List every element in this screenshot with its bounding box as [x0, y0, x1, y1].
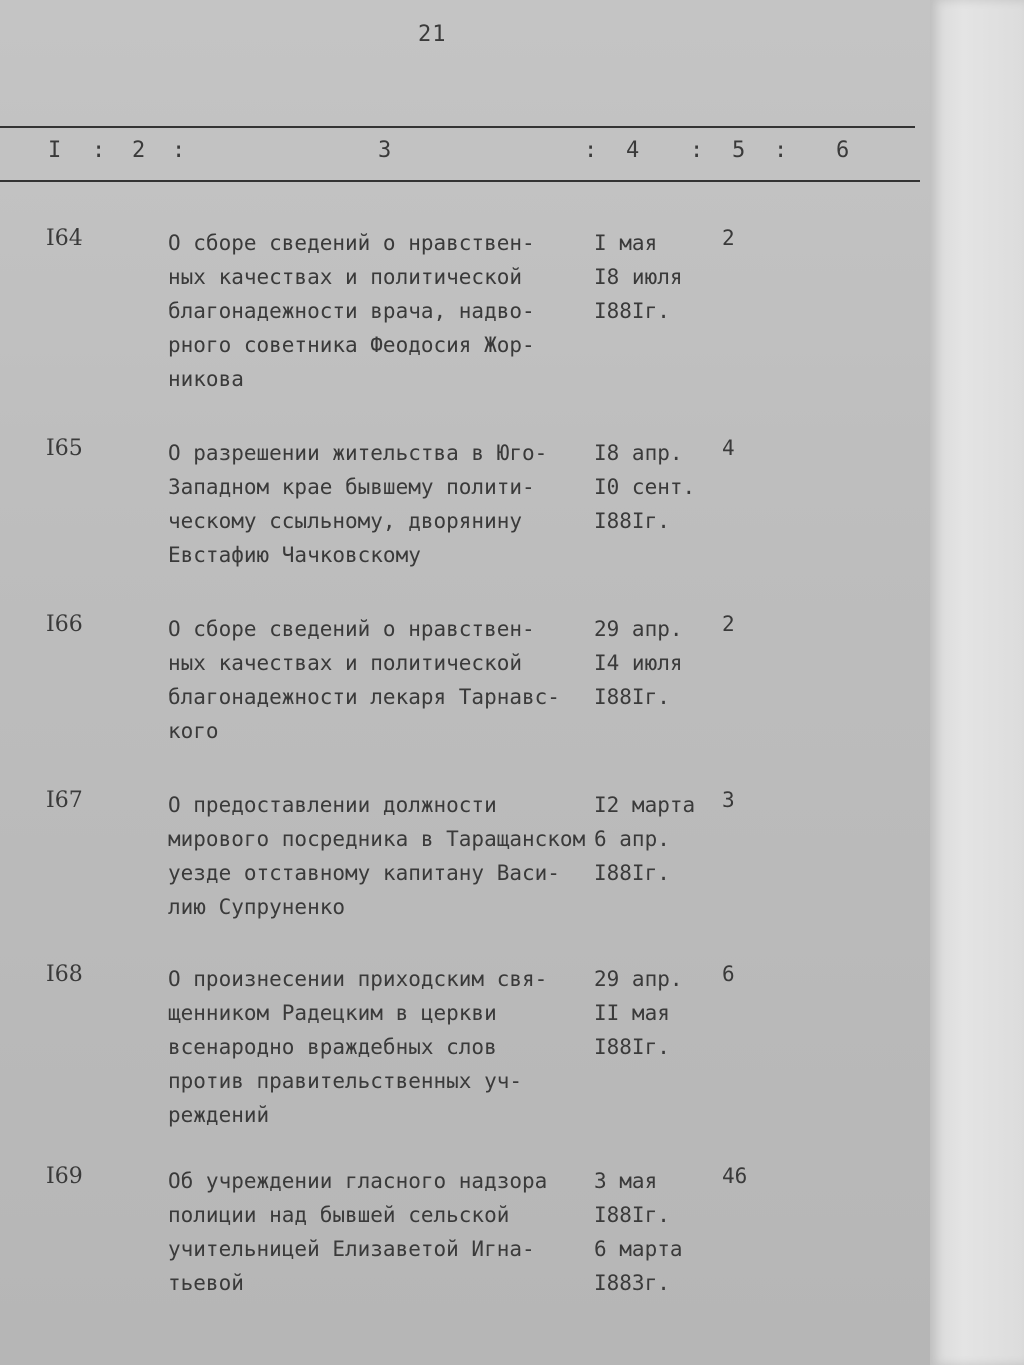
date-line: 6 марта: [594, 1237, 683, 1261]
file-dates: [594, 1164, 683, 1300]
column-separator: :: [584, 138, 598, 163]
title-line: мирового посредника в Таращанском: [168, 827, 586, 851]
title-line: О сборе сведений о нравствен-: [168, 617, 535, 641]
date-line: II мая: [594, 1001, 670, 1025]
column-separator: :: [172, 138, 186, 163]
file-title: [168, 962, 588, 1132]
date-line: I883г.: [594, 1271, 670, 1295]
date-line: I88Iг.: [594, 299, 670, 323]
title-line: учительницей Елизаветой Игна-: [168, 1237, 535, 1261]
title-line: О сборе сведений о нравствен-: [168, 231, 535, 255]
column-header-4: 4: [626, 138, 640, 163]
title-line: Евстафию Чачковскому: [168, 543, 421, 567]
title-line: полиции над бывшей сельской: [168, 1203, 510, 1227]
title-line: кого: [168, 719, 219, 743]
file-number: I65: [46, 436, 83, 461]
date-line: 29 апр.: [594, 967, 683, 991]
file-title: [168, 436, 588, 572]
date-line: I2 марта: [594, 793, 696, 817]
date-line: I0 сент.: [594, 475, 696, 499]
sheet-count: 3: [722, 788, 735, 812]
column-separator: :: [774, 138, 788, 163]
title-line: рного советника Феодосия Жор-: [168, 333, 535, 357]
title-line: ных качествах и политической: [168, 651, 523, 675]
date-line: I мая: [594, 231, 658, 255]
file-number: I67: [46, 788, 83, 813]
title-line: уезде отставному капитану Васи-: [168, 861, 560, 885]
sheet-count: 2: [722, 226, 735, 250]
column-header-3: 3: [378, 138, 392, 163]
title-line: никова: [168, 367, 244, 391]
file-dates: [594, 436, 695, 538]
file-dates: [594, 226, 683, 328]
title-line: О произнесении приходским свя-: [168, 967, 548, 991]
column-header-6: 6: [836, 138, 850, 163]
date-line: 3 мая: [594, 1169, 658, 1193]
sheet-count: 6: [722, 962, 735, 986]
title-line: против правительственных уч-: [168, 1069, 523, 1093]
file-dates: [594, 612, 683, 714]
date-line: I88Iг.: [594, 509, 670, 533]
title-line: Западном крае бывшему полити-: [168, 475, 535, 499]
file-number: I68: [46, 962, 83, 987]
title-line: тьевой: [168, 1271, 244, 1295]
title-line: реждений: [168, 1103, 270, 1127]
title-line: благонадежности лекаря Тарнавс-: [168, 685, 560, 709]
column-separator: :: [690, 138, 704, 163]
file-number: I66: [46, 612, 83, 637]
title-line: О разрешении жительства в Юго-: [168, 441, 548, 465]
title-line: ческому ссыльному, дворянину: [168, 509, 523, 533]
file-title: [168, 788, 588, 924]
sheet-count: 2: [722, 612, 735, 636]
header-rule-top: [0, 126, 915, 128]
file-title: [168, 226, 588, 396]
column-header-1: I: [48, 138, 62, 163]
date-line: I88Iг.: [594, 861, 670, 885]
file-number: I64: [46, 226, 83, 251]
date-line: I88Iг.: [594, 1203, 670, 1227]
date-line: I8 июля: [594, 265, 683, 289]
title-line: благонадежности врача, надво-: [168, 299, 535, 323]
date-line: 6 апр.: [594, 827, 670, 851]
file-title: [168, 1164, 588, 1300]
date-line: 29 апр.: [594, 617, 683, 641]
column-header-2: 2: [132, 138, 146, 163]
page-number: 21: [418, 22, 447, 47]
file-dates: [594, 962, 683, 1064]
title-line: щенником Радецким в церкви: [168, 1001, 497, 1025]
file-dates: [594, 788, 695, 890]
title-line: Об учреждении гласного надзора: [168, 1169, 548, 1193]
title-line: О предоставлении должности: [168, 793, 497, 817]
file-title: [168, 612, 588, 748]
date-line: I8 апр.: [594, 441, 683, 465]
column-separator: :: [92, 138, 106, 163]
date-line: I88Iг.: [594, 685, 670, 709]
file-number: I69: [46, 1164, 83, 1189]
header-rule-bottom: [0, 180, 920, 182]
title-line: ных качествах и политической: [168, 265, 523, 289]
page-edge-underlay: [930, 0, 1024, 1365]
date-line: I4 июля: [594, 651, 683, 675]
title-line: всенародно враждебных слов: [168, 1035, 497, 1059]
sheet-count: 4: [722, 436, 735, 460]
title-line: лию Супруненко: [168, 895, 346, 919]
column-header-5: 5: [732, 138, 746, 163]
date-line: I88Iг.: [594, 1035, 670, 1059]
sheet-count: 46: [722, 1164, 748, 1188]
